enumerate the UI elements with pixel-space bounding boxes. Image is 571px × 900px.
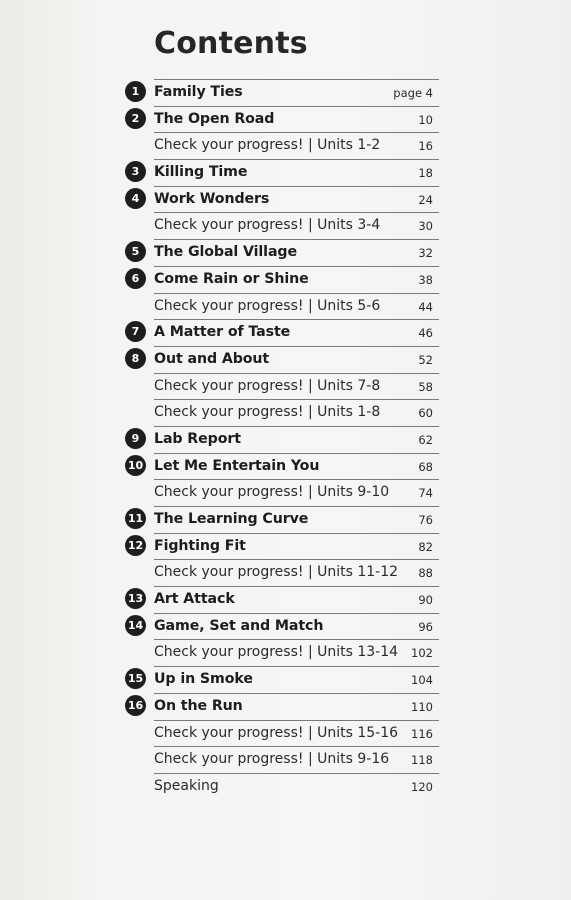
toc-unit-row [123, 319, 439, 346]
row-divider [154, 693, 439, 694]
toc-sub-row [123, 373, 439, 400]
entry-title: Check your progress! | Units 9-16 [154, 751, 390, 768]
page-number: 110 [411, 699, 433, 714]
page-number: 32 [418, 246, 433, 261]
page-number: 58 [418, 379, 433, 394]
unit-title: Game, Set and Match [154, 617, 324, 634]
unit-title: Up in Smoke [154, 671, 253, 688]
unit-title: The Open Road [154, 110, 275, 127]
toc-sub-row [123, 132, 439, 159]
page-number: 52 [418, 352, 433, 367]
table-of-contents [123, 79, 439, 800]
toc-unit-row [123, 613, 439, 640]
entry-title: Check your progress! | Units 15-16 [154, 724, 399, 741]
row-divider [154, 346, 439, 347]
entry-title: Check your progress! | Units 9-10 [154, 484, 390, 501]
toc-sub-row [123, 746, 439, 773]
toc-unit-row [123, 453, 439, 480]
unit-number-badge: 14 [125, 615, 146, 636]
row-divider [154, 746, 439, 747]
unit-title: Lab Report [154, 430, 241, 447]
row-divider [154, 720, 439, 721]
unit-number-badge: 1 [125, 81, 146, 102]
page-number: 68 [418, 459, 433, 474]
row-divider [154, 506, 439, 507]
row-divider [154, 319, 439, 320]
page-number: 18 [418, 166, 433, 181]
row-divider [154, 559, 439, 560]
row-divider [154, 79, 439, 80]
entry-title: Check your progress! | Units 1-2 [154, 137, 381, 154]
unit-number-badge: 2 [125, 108, 146, 129]
toc-unit-row [123, 159, 439, 186]
unit-title: On the Run [154, 697, 243, 714]
unit-title: The Global Village [154, 244, 297, 261]
entry-title: Check your progress! | Units 7-8 [154, 377, 381, 394]
page-number: 60 [418, 406, 433, 421]
unit-number-badge: 12 [125, 535, 146, 556]
unit-title: Art Attack [154, 591, 235, 608]
page-number: 120 [411, 779, 433, 794]
page-number: 44 [418, 299, 433, 314]
toc-sub-row [123, 293, 439, 320]
toc-sub-row [123, 773, 439, 800]
toc-unit-row [123, 346, 439, 373]
entry-title: Speaking [154, 777, 219, 794]
row-divider [154, 159, 439, 160]
row-divider [154, 773, 439, 774]
row-divider [154, 266, 439, 267]
row-divider [154, 586, 439, 587]
toc-sub-row [123, 559, 439, 586]
row-divider [154, 666, 439, 667]
entry-title: Check your progress! | Units 3-4 [154, 217, 381, 234]
page-number: 116 [411, 726, 433, 741]
unit-title: Fighting Fit [154, 537, 246, 554]
unit-title: Family Ties [154, 84, 243, 100]
toc-sub-row [123, 479, 439, 506]
page-number: 104 [411, 673, 433, 688]
unit-number-badge: 10 [125, 455, 146, 476]
row-divider [154, 132, 439, 133]
page-number: 46 [418, 326, 433, 341]
toc-unit-row [123, 266, 439, 293]
page-number: 10 [418, 112, 433, 127]
page-number: 30 [418, 219, 433, 234]
toc-unit-row [123, 586, 439, 613]
toc-sub-row [123, 399, 439, 426]
unit-title: Killing Time [154, 164, 248, 181]
unit-title: A Matter of Taste [154, 324, 291, 341]
unit-title: Come Rain or Shine [154, 270, 309, 287]
page-number: 76 [418, 513, 433, 527]
page-number: page 4 [393, 86, 433, 100]
row-divider [154, 426, 439, 427]
page-number: 96 [418, 619, 433, 634]
row-divider [154, 453, 439, 454]
unit-number-badge: 7 [125, 321, 146, 342]
toc-sub-row [123, 720, 439, 747]
unit-number-badge: 5 [125, 241, 146, 262]
toc-unit-row [123, 693, 439, 720]
page-number: 118 [411, 753, 433, 768]
unit-title: Work Wonders [154, 190, 270, 207]
unit-title: The Learning Curve [154, 511, 309, 527]
toc-unit-row [123, 239, 439, 266]
toc-unit-row [123, 666, 439, 693]
page-number: 102 [411, 646, 433, 661]
row-divider [154, 106, 439, 107]
unit-number-badge: 15 [125, 668, 146, 689]
unit-number-badge: 16 [125, 695, 146, 716]
unit-number-badge: 9 [125, 428, 146, 449]
row-divider [154, 533, 439, 534]
row-divider [154, 373, 439, 374]
entry-title: Check your progress! | Units 1-8 [154, 404, 381, 421]
page-number: 88 [418, 566, 433, 581]
unit-title: Out and About [154, 350, 270, 367]
row-divider [154, 212, 439, 213]
unit-number-badge: 4 [125, 188, 146, 209]
unit-number-badge: 11 [125, 508, 146, 529]
unit-number-badge: 6 [125, 268, 146, 289]
page-title: Contents [154, 26, 308, 61]
toc-unit-row [123, 79, 439, 106]
row-divider [154, 613, 439, 614]
page-number: 74 [418, 486, 433, 501]
toc-unit-row [123, 533, 439, 560]
page-number: 82 [418, 539, 433, 554]
page-number: 38 [418, 272, 433, 287]
entry-title: Check your progress! | Units 11-12 [154, 564, 399, 581]
unit-number-badge: 3 [125, 161, 146, 182]
toc-sub-row [123, 639, 439, 666]
toc-unit-row [123, 106, 439, 133]
row-divider [154, 293, 439, 294]
toc-unit-row [123, 186, 439, 213]
toc-sub-row [123, 212, 439, 239]
row-divider [154, 239, 439, 240]
page-number: 24 [418, 192, 433, 207]
unit-number-badge: 13 [125, 588, 146, 609]
entry-title: Check your progress! | Units 13-14 [154, 644, 399, 661]
page-number: 90 [418, 593, 433, 608]
unit-number-badge: 8 [125, 348, 146, 369]
row-divider [154, 399, 439, 400]
row-divider [154, 639, 439, 640]
entry-title: Check your progress! | Units 5-6 [154, 297, 381, 314]
toc-unit-row [123, 506, 439, 533]
page-number: 16 [418, 139, 433, 154]
unit-title: Let Me Entertain You [154, 457, 320, 474]
page-number: 62 [418, 432, 433, 447]
row-divider [154, 479, 439, 480]
row-divider [154, 186, 439, 187]
toc-unit-row [123, 426, 439, 453]
